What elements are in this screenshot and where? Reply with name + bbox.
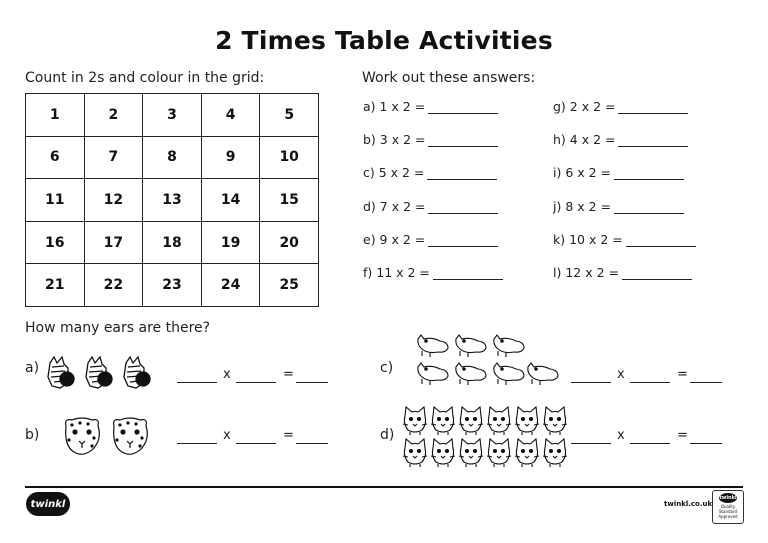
question-left-4 xyxy=(363,229,498,247)
equation-blank[interactable] xyxy=(690,442,722,444)
answer-blank[interactable] xyxy=(614,199,684,214)
grid-cell[interactable]: 16 xyxy=(26,221,85,264)
grid-cell[interactable]: 8 xyxy=(143,136,202,179)
quality-badge xyxy=(712,490,744,524)
grid-instruction: Count in 2s and colour in the grid: xyxy=(25,70,265,86)
grid-cell[interactable]: 17 xyxy=(84,221,143,264)
question-text: c) 5 x 2 = xyxy=(363,165,425,180)
page-title: 2 Times Table Activities xyxy=(215,26,553,55)
grid-cell[interactable]: 15 xyxy=(260,179,319,222)
grid-row xyxy=(26,221,319,264)
grid-cell[interactable]: 9 xyxy=(201,136,260,179)
question-text: i) 6 x 2 = xyxy=(553,165,612,180)
ears-instruction: How many ears are there? xyxy=(25,320,211,336)
question-text: f) 11 x 2 = xyxy=(363,265,430,280)
grid-cell[interactable]: 20 xyxy=(260,221,319,264)
badge-text: Quality Standard Approved xyxy=(718,504,738,519)
question-right-0 xyxy=(553,96,688,114)
grid-row xyxy=(26,179,319,222)
ears-label-c: c) xyxy=(380,360,394,376)
ears-label-b: b) xyxy=(25,427,40,443)
equation-blank[interactable] xyxy=(236,381,276,383)
equation-symbol: = xyxy=(677,428,688,443)
equation-blank[interactable] xyxy=(177,442,217,444)
equation-symbol: = xyxy=(283,367,294,382)
question-left-5 xyxy=(363,262,503,280)
grid-cell[interactable]: 6 xyxy=(26,136,85,179)
question-right-5 xyxy=(553,262,692,280)
twinkl-logo[interactable]: twinkl xyxy=(26,492,70,516)
zebra-icons xyxy=(46,355,166,391)
grid-cell[interactable]: 4 xyxy=(201,94,260,137)
equation-blank[interactable] xyxy=(296,442,328,444)
question-right-4 xyxy=(553,229,696,247)
question-text: j) 8 x 2 = xyxy=(553,199,612,214)
grid-row xyxy=(26,94,319,137)
grid-cell[interactable]: 13 xyxy=(143,179,202,222)
equation-blank[interactable] xyxy=(571,381,611,383)
answer-blank[interactable] xyxy=(618,99,688,114)
question-right-3 xyxy=(553,196,684,214)
question-text: l) 12 x 2 = xyxy=(553,265,619,280)
equation-symbol: x xyxy=(617,367,625,382)
cat-icons xyxy=(402,406,572,470)
ears-label-d: d) xyxy=(380,427,395,443)
equation-blank[interactable] xyxy=(571,442,611,444)
question-text: b) 3 x 2 = xyxy=(363,132,426,147)
grid-cell[interactable]: 19 xyxy=(201,221,260,264)
equation-symbol: = xyxy=(283,428,294,443)
equation-blank[interactable] xyxy=(630,442,670,444)
badge-logo: twinkl xyxy=(719,495,737,501)
grid-cell[interactable]: 21 xyxy=(26,264,85,307)
question-left-2 xyxy=(363,162,497,180)
question-left-1 xyxy=(363,129,498,147)
answer-blank[interactable] xyxy=(428,232,498,247)
answer-blank[interactable] xyxy=(433,265,503,280)
grid-row xyxy=(26,136,319,179)
equation-symbol: = xyxy=(677,367,688,382)
answer-blank[interactable] xyxy=(622,265,692,280)
ears-label-a: a) xyxy=(25,360,40,376)
grid-cell[interactable]: 10 xyxy=(260,136,319,179)
question-text: a) 1 x 2 = xyxy=(363,99,426,114)
equation-symbol: x xyxy=(617,428,625,443)
equation-blank[interactable] xyxy=(236,442,276,444)
question-left-3 xyxy=(363,196,498,214)
question-text: h) 4 x 2 = xyxy=(553,132,616,147)
grid-cell[interactable]: 14 xyxy=(201,179,260,222)
answer-blank[interactable] xyxy=(427,165,497,180)
grid-cell[interactable]: 1 xyxy=(26,94,85,137)
question-text: d) 7 x 2 = xyxy=(363,199,426,214)
grid-cell[interactable]: 18 xyxy=(143,221,202,264)
hippo-icons xyxy=(416,333,556,389)
question-text: k) 10 x 2 = xyxy=(553,232,623,247)
grid-cell[interactable]: 23 xyxy=(143,264,202,307)
grid-cell[interactable]: 24 xyxy=(201,264,260,307)
grid-cell[interactable]: 12 xyxy=(84,179,143,222)
grid-cell[interactable]: 22 xyxy=(84,264,143,307)
grid-cell[interactable]: 3 xyxy=(143,94,202,137)
answer-blank[interactable] xyxy=(618,132,688,147)
answer-blank[interactable] xyxy=(428,132,498,147)
cheetah-icons xyxy=(62,416,162,460)
question-left-0 xyxy=(363,96,498,114)
answer-blank[interactable] xyxy=(428,99,498,114)
footer-divider xyxy=(25,486,743,488)
equation-blank[interactable] xyxy=(690,381,722,383)
equation-blank[interactable] xyxy=(630,381,670,383)
question-right-2 xyxy=(553,162,684,180)
question-text: e) 9 x 2 = xyxy=(363,232,426,247)
grid-cell[interactable]: 25 xyxy=(260,264,319,307)
answer-blank[interactable] xyxy=(626,232,696,247)
questions-instruction: Work out these answers: xyxy=(362,70,536,86)
equation-symbol: x xyxy=(223,428,231,443)
answer-blank[interactable] xyxy=(614,165,684,180)
equation-symbol: x xyxy=(223,367,231,382)
equation-blank[interactable] xyxy=(177,381,217,383)
number-grid xyxy=(25,93,319,307)
grid-cell[interactable]: 11 xyxy=(26,179,85,222)
question-right-1 xyxy=(553,129,688,147)
grid-cell[interactable]: 7 xyxy=(84,136,143,179)
site-link[interactable]: twinkl.co.uk xyxy=(664,500,713,508)
grid-cell[interactable]: 5 xyxy=(260,94,319,137)
grid-cell[interactable]: 2 xyxy=(84,94,143,137)
answer-blank[interactable] xyxy=(428,199,498,214)
question-text: g) 2 x 2 = xyxy=(553,99,616,114)
equation-blank[interactable] xyxy=(296,381,328,383)
grid-row xyxy=(26,264,319,307)
